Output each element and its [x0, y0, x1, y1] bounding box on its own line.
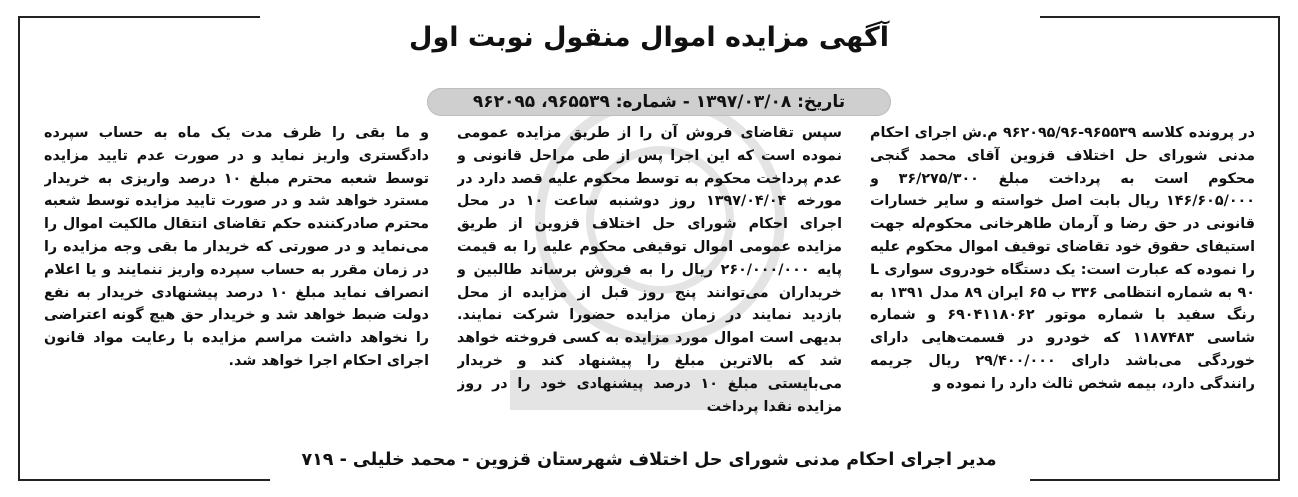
body-text: سپس تقاضای فروش آن را از طریق مزایده عمومی نموده است که این اجرا پس از طی مراحل قانونی و عدم پرداخت محکوم به توسط محکوم علیه قصد دارد در مورخه ۱۳۹۷/۰۴/۰۴ روز دوشنبه ساعت ۱۰ در محل اجرای احکام شورای حل اختلاف قزوین از طریق مزایده عمومی اموال توقیفی محکوم علیه را به قیمت پایه ۲۶۰/۰۰۰/۰۰۰ ریال را به فروش برساند طالبین و خریداران می‌توانند پنج روز قبل از مزایده از محل بازدید نمایند در زمان مزایده حضورا شرکت نمایند. بدیهی است اموال مورد مزایده به کسی فروخته خواهد شد که بالاترین مبلغ را پیشنهاد کند و خریدار می‌بایستی مبلغ ۱۰ درصد پیشنهادی خود را در روز مزایده نقدا پرداخت [457, 125, 842, 415]
notice-title: آگهی مزایده اموال منقول نوبت اول [409, 22, 889, 53]
notice-body-columns [44, 122, 1255, 437]
frame-top-gap [260, 14, 1040, 20]
body-column-middle [457, 122, 842, 437]
body-text: و ما بقی را ظرف مدت یک ماه به حساب سپرده دادگستری واریز نماید و در صورت عدم تایید مزایده توسط شعبه محترم مبلغ ۱۰ درصد واریزی به خریدار مسترد خواهد شد و در صورت تایید مزایده توسط شعبه محترم صادرکننده حکم تقاضای انتقال مالکیت اموال را می‌نماید و در صورتی که خریدار ما بقی وجه مزایده را در زمان مقرر به حساب سپرده واریز ننمایند و یا اعلام انصراف نماید مبلغ ۱۰ درصد پیشنهادی خریدار به نفع دولت ضبط خواهد شد و خریدار حق هیچ گونه اعتراضی را نخواهد داشت مراسم مزایده با رعایت مواد قانون اجرای احکام اجرا خواهد شد. [44, 125, 429, 369]
body-text: در پرونده کلاسه ۹۶۵۵۳۹-۹۶۲۰۹۵/۹۶ م.ش اجرای احکام مدنی شورای حل اختلاف قزوین آقای محمد گنجی محکوم است به پرداخت مبلغ ۳۶/۲۷۵/۳۰۰ و ۱۴۶/۶۰۵/۰۰۰ ریال بابت اصل خواسته و سایر خسارات قانونی در حق رضا و آرمان طاهرخانی محکوم‌له جهت استیفای حقوق خود تقاضای توقیف اموال محکوم علیه را نموده که عبارت است: یک دستگاه خودروی سواری L ۹۰ به شماره انتظامی ۳۳۶ ب ۶۵ ایران ۸۹ مدل ۱۳۹۱ به رنگ سفید با شماره موتور ۶۹۰۴۱۱۸۰۶۲ و شماره شاسی ۱۱۸۷۴۸۳ که خودرو در قسمت‌هایی دارای خوردگی می‌باشد دارای ۲۹/۴۰۰/۰۰۰ ریال جریمه رانندگی دارد، بیمه شخص ثالث دارد را نموده و [870, 125, 1255, 392]
frame-bottom-gap [270, 477, 1030, 483]
body-column-left [44, 122, 429, 437]
body-column-right [870, 122, 1255, 437]
notice-signature-footer: مدیر اجرای احکام مدنی شورای حل اختلاف شهرستان قزوین - محمد خلیلی - ۷۱۹ [301, 450, 997, 470]
date-number-bar [427, 88, 891, 116]
date-number-text: تاریخ: ۱۳۹۷/۰۳/۰۸ - شماره: ۹۶۵۵۳۹، ۹۶۲۰۹۵ [472, 92, 846, 112]
